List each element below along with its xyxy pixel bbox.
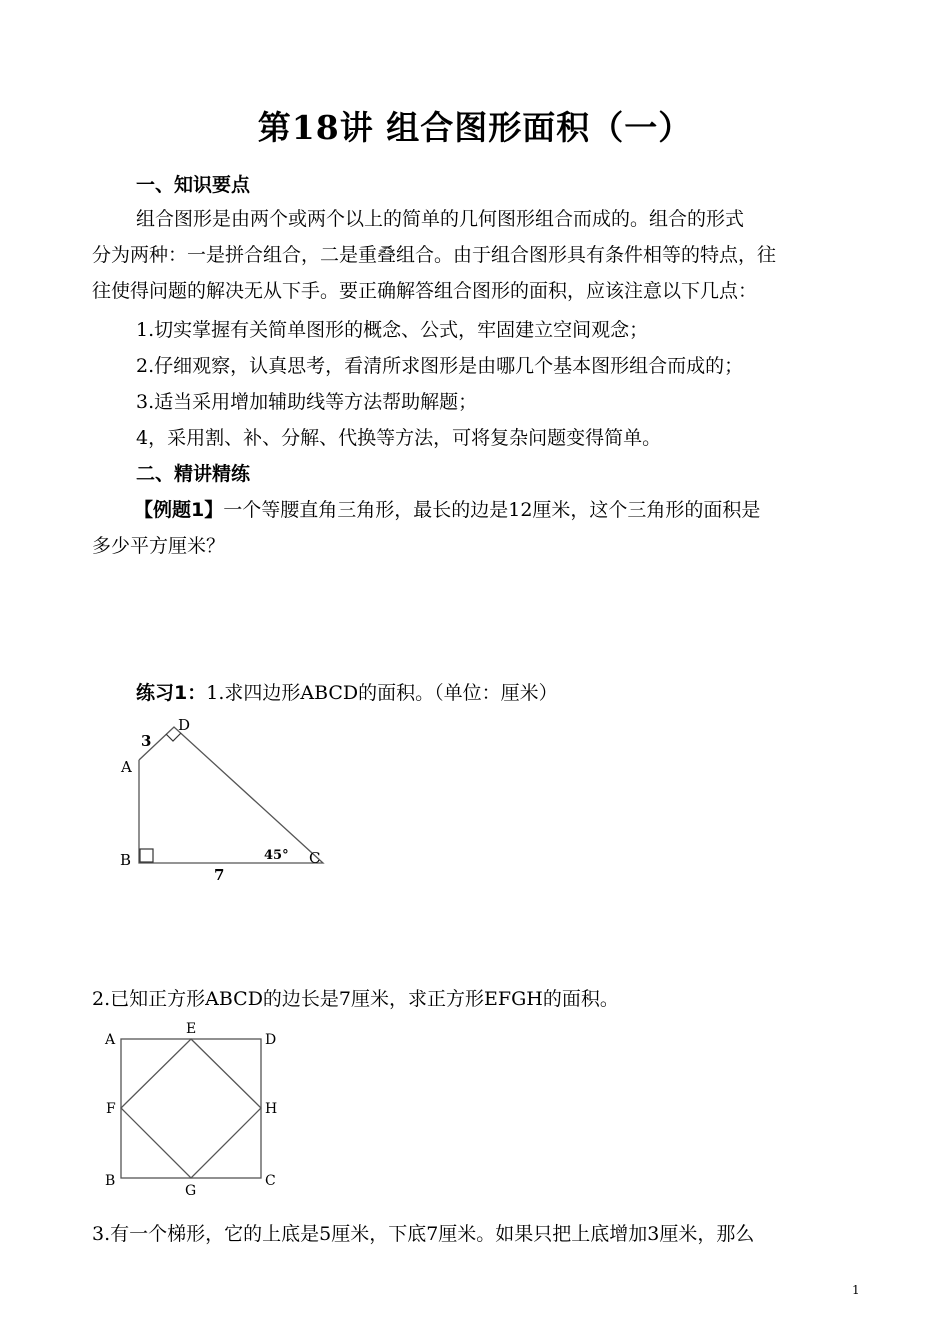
outer-square-abcd [121,1039,261,1178]
quadrilateral-outline [139,727,323,863]
section-heading-practice: 二、精讲精练 [136,463,251,485]
paragraph-line-2: 分为两种：一是拼合组合，二是重叠组合。由于组合图形具有条件相等的特点，往 [92,244,777,266]
right-angle-mark-d [166,733,181,741]
vertex-label-e: E [186,1021,197,1037]
practice-1-label: 练习1： [136,682,207,704]
side-length-ad: 3 [141,732,152,750]
vertex-label-f: F [106,1101,116,1117]
vertex-label-c: C [309,849,321,867]
example-1-label: 【例题1】 [134,499,224,521]
side-length-bc: 7 [214,866,225,884]
vertex-label-a: A [121,758,132,776]
example-1-line-1 [134,495,760,522]
question-1-text: 1.求四边形ABCD的面积。（单位：厘米） [206,682,558,704]
practice-1-question-2: 2.已知正方形ABCD的边长是7厘米，求正方形EFGH的面积。 [92,988,619,1010]
knowledge-point-3: 3.适当采用增加辅助线等方法帮助解题； [136,391,478,413]
example-1-line-2: 多少平方厘米？ [92,535,226,557]
knowledge-point-2: 2.仔细观察，认真思考，看清所求图形是由哪几个基本图形组合而成的； [136,355,744,377]
knowledge-point-4: 4，采用割、补、分解、代换等方法，可将复杂问题变得简单。 [136,427,662,449]
right-angle-mark-b [140,849,153,862]
section-heading-knowledge: 一、知识要点 [136,174,251,196]
knowledge-point-1: 1.切实掌握有关简单图形的概念、公式，牢固建立空间观念； [136,319,649,341]
angle-label-c: 45° [264,848,289,863]
paragraph-line-3: 往使得问题的解决无从下手。要正确解答组合图形的面积，应该注意以下几点： [92,280,758,302]
page-title: 第18讲 组合图形面积（一） [257,108,693,147]
practice-1-question-1 [136,678,558,705]
vertex-label-a: A [105,1032,116,1048]
example-1-text: 一个等腰直角三角形，最长的边是12厘米，这个三角形的面积是 [223,499,761,521]
page-number: 1 [852,1283,860,1297]
vertex-label-d: D [178,716,191,734]
vertex-label-h: H [265,1101,278,1117]
inner-square-efgh [121,1039,261,1178]
vertex-label-b: B [105,1173,116,1189]
practice-1-question-3: 3.有一个梯形，它的上底是5厘米，下底7厘米。如果只把上底增加3厘米，那么 [92,1223,755,1245]
paragraph-line-1: 组合图形是由两个或两个以上的简单的几何图形组合而成的。组合的形式 [136,208,745,230]
vertex-label-g: G [185,1183,197,1199]
square-figure [100,1018,290,1200]
quadrilateral-figure [110,712,340,887]
vertex-label-b: B [120,851,132,869]
vertex-label-d: D [265,1032,277,1048]
vertex-label-c: C [265,1173,276,1189]
